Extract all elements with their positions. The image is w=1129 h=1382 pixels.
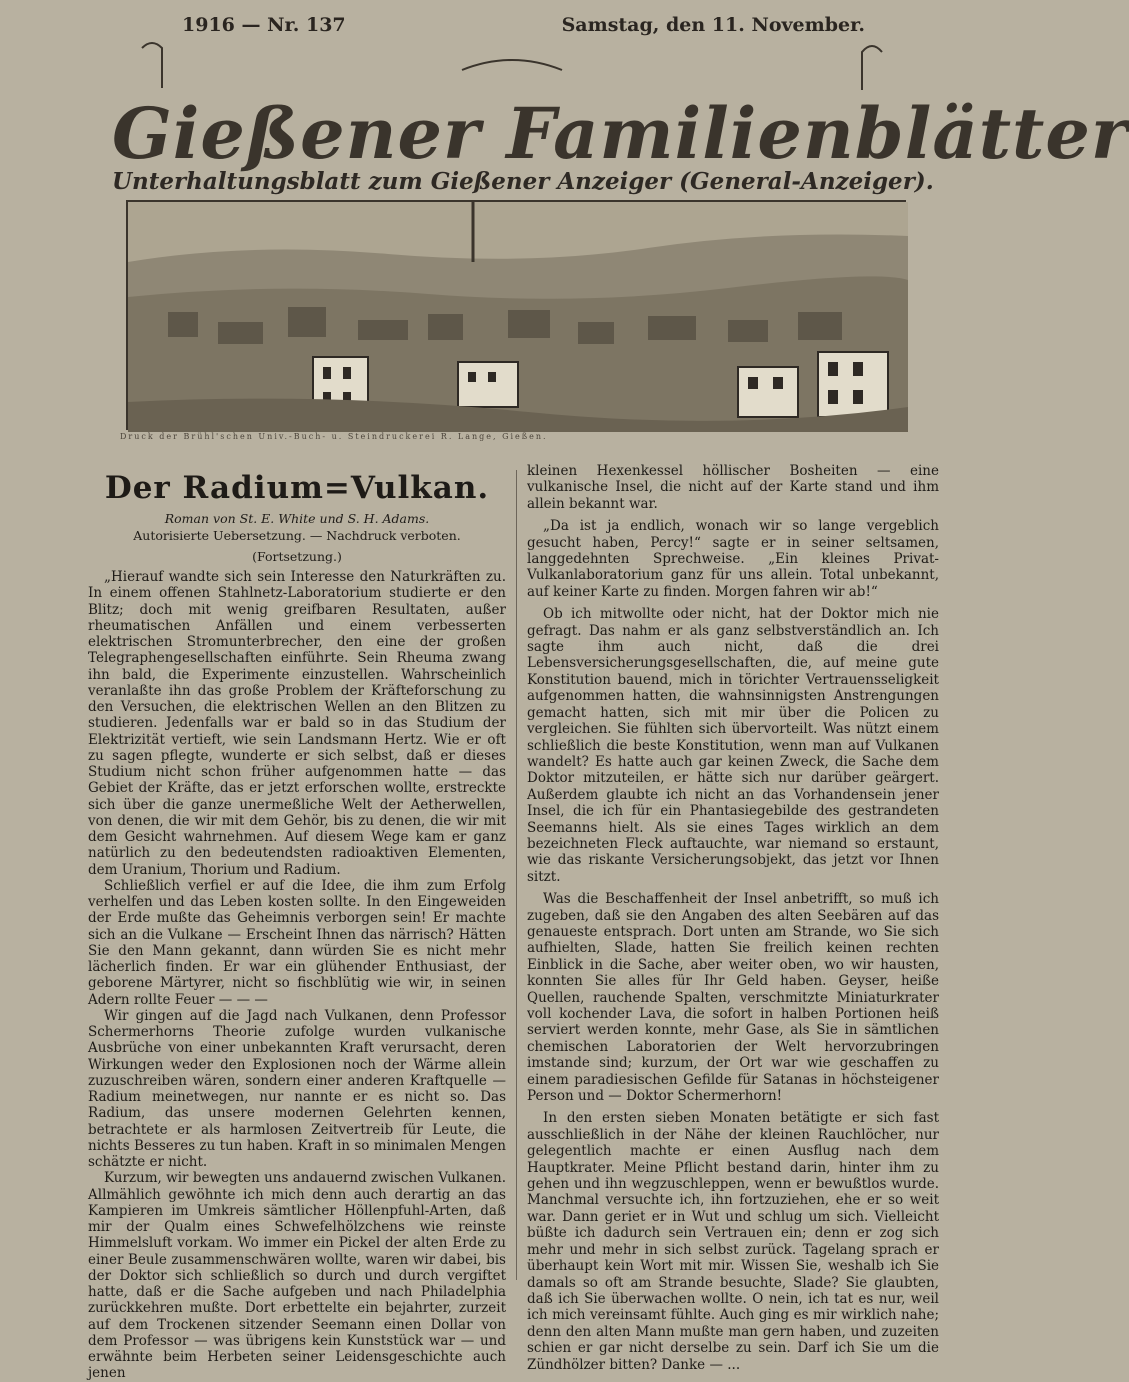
issue-date: Samstag, den 11. November. [561,14,865,36]
article-column-1 [88,470,506,1382]
article-continuation: (Fortsetzung.) [252,549,342,564]
paragraph: Schließlich verfiel er auf die Idee, die ihm zum Erfolg verhelfen und das Leben kosten sollte. In den Eingeweiden der Erde mußte das Geheimnis verborgen sein! Er machte sich an die Vulkane — Erscheint Ihnen das närrisch? Hätten Sie den Mann gekannt, dann würden Sie es nicht mehr lächerlich finden. Er war ein glühender Enthusiast, der geborene Märtyrer, nicht so fischblütig wie wir, in seinen Adern rollte Feuer — — — [88,877,506,1008]
masthead [112,40,1129,440]
article-body-column-2 [527,463,939,1373]
paragraph: kleinen Hexenkessel höllischer Bosheiten — eine vulkanische Insel, die nicht auf der Karte stand und ihm allein bekannt war. [527,463,939,512]
paragraph: Ob ich mitwollte oder nicht, hat der Doktor mich nie gefragt. Das nahm er als ganz selbstverständlich an. Ich sagte ihm auch nicht, daß die drei Lebensversicherungsgesellschaften, die, auf meine gute Konstitution bauend, mich in törichter Vertrauensseligkeit aufgenommen hatten, die wahnsinnigsten Anstrengungen gemacht hatten, sich mit mir über die Policen zu vergleichen. Sie fühlten sich übervorteilt. Was nützt einem schließlich die beste Konstitution, wenn man auf Vulkanen wandelt? Es hatte auch gar keinen Zweck, die Sache dem Doktor mitzuteilen, er hätte sich nur darüber geärgert. Außerdem glaubte ich nicht an das Vorhandensein jener Insel, die ich für ein Phantasiegebilde des gestrandeten Seemanns hielt. Als sie eines Tages wirklich an dem bezeichneten Fleck auftauchte, war niemand so erstaunt, wie das riskante Versicherungsobjekt, das jetzt vor Ihnen sitzt. [527,606,939,885]
masthead-ornament-icon [112,40,912,100]
paragraph: In den ersten sieben Monaten betätigte er sich fast ausschließlich in der Nähe der kleinen Rauchlöcher, nur gelegentlich machte er einen Ausflug nach dem Hauptkrater. Meine Pflicht bestand darin, hinter ihm zu gehen und ihn wegzuschleppen, wenn er bewußtlos wurde. Manchmal versuchte ich, ihn fortzuziehen, ehe er so weit war. Dann geriet er in Wut und schlug um sich. Vielleicht büßte ich dadurch sein Vertrauen ein; denn er zog sich mehr und mehr in sich selbst zurück. Tagelang sprach er überhaupt kein Wort mit mir. Wissen Sie, weshalb ich Sie damals so oft am Strande besuchte, Slade? Sie glaubten, daß ich Sie überwachen wollte. O nein, ich tat es nur, weil ich mich vereinsamt fühlte. Auch ging es mir wirklich nahe; denn den alten Mann mußte man gern haben, und zuzeiten schien er gar nicht derselbe zu sein. Darf ich Sie um die Zündhölzer bitten? Danke — ... [527,1110,939,1373]
article-body-column-1 [88,569,506,1382]
masthead-subtitle: Unterhaltungsblatt zum Gießener Anzeiger (General-Anzeiger). [112,168,934,195]
printer-imprint: Druck der Brühl'schen Univ.-Buch- u. Steindruckerei R. Lange, Gießen. [120,432,548,441]
paragraph: Was die Beschaffenheit der Insel anbetrifft, so muß ich zugeben, daß sie den Angaben des alten Seebären auf das genaueste entsprach. Dort unten am Strande, wo Sie sich aufhielten, Slade, hatten Sie freilich keinen rechten Einblick in die Sache, aber weiter oben, wo wir hausten, konnten Sie alles für Ihr Geld haben. Geyser, heiße Quellen, rauchende Spalten, verschmitzte Miniaturkrater voll kochender Lava, die sofort in halben Portionen heiß serviert werden konnte, mehr Gase, als Sie in sämtlichen chemischen Laboratorien der Welt hervorzubringen imstande sind; kurzum, der Ort war wie geschaffen zu einem paradiesischen Gefilde für Satanas in höchsteigener Person und — Doktor Schermerhorn! [527,891,939,1105]
article-byline: Roman von St. E. White und S. H. Adams. [164,511,430,526]
article-rights: Autorisierte Uebersetzung. — Nachdruck verboten. [133,528,461,543]
issue-number: 1916 — Nr. 137 [182,14,346,36]
article-column-2 [527,463,939,1373]
column-divider [516,470,517,1280]
paragraph: „Hierauf wandte sich sein Interesse den Naturkräften zu. In einem offenen Stahlnetz-Laboratorium studierte er den Blitz; doch mit wenig greifbaren Resultaten, außer rheumatischen Anfällen und einem verbesserten elektrischen Stromunterbrecher, den eine der großen Telegraphengesellschaften einführte. Sein Rheuma zwang ihn bald, die Experimente einzustellen. Wahrscheinlich veranlaßte ihn das große Problem der Kräfteforschung zu den Versuchen, die elektrischen Wellen an den Blitzen zu studieren. Jedenfalls war er bald so in das Studium der Elektrizität vertieft, wie sein Landsmann Hertz. Wie er oft zu sagen pflegte, wunderte er sich selbst, daß er dieses Studium nicht schon früher aufgenommen hatte — das Gebiet der Kräfte, das er jetzt erforschen wollte, erstreckte sich über die ganze unermeßliche Welt der Aetherwellen, von denen, die wir mit dem Gehör, bis zu denen, die wir mit dem Gesicht wahrnehmen. Auf diesem Wege kam er ganz natürlich zu den bedeutendsten radioaktiven Elementen, dem Uranium, Thorium und Radium. [88,569,506,878]
paragraph: Kurzum, wir bewegten uns andauernd zwischen Vulkanen. Allmählich gewöhnte ich mich denn auch derartig an das Kampieren im Umkreis sämtlicher Höllenpfuhl-Arten, daß mir der Qualm eines Schwefelhölzchens wie reinste Himmelsluft vorkam. Wo immer ein Pickel der alten Erde zu einer Beule zusammenschwären wollte, waren wir dabei, bis der Doktor sich schließlich so durch und durch vergiftet hatte, daß er die Sache aufgeben und nach Philadelphia zurückkehren mußte. Dort erbettelte ein bejahrter, zurzeit auf dem Trockenen sitzender Seemann einen Dollar von dem Professor — was übrigens kein Kunststück war — und erwähnte beim Herbeten seiner Leidensgeschichte auch jenen [88,1170,506,1382]
article-title: Der Radium=Vulkan. [104,470,490,506]
city-panorama-illustration [126,200,906,430]
paragraph: Wir gingen auf die Jagd nach Vulkanen, denn Professor Schermerhorns Theorie zufolge wurden vulkanische Ausbrüche von einer unbekannten Kraft verursacht, deren Wirkungen weder den Explosionen noch der Wärme allein zuzuschreiben wären, sondern einer anderen Kraftquelle — Radium meinetwegen, nur nannte er es nicht so. Das Radium, das unsere modernen Gelehrten kennen, betrachtete er als harmlosen Zeitvertreib für Leute, die nichts Besseres zu tun haben. Kraft in so minimalen Mengen schätzte er nicht. [88,1007,506,1170]
masthead-title: Gießener Familienblätter [112,92,1129,175]
paragraph: „Da ist ja endlich, wonach wir so lange vergeblich gesucht haben, Percy!“ sagte er in seiner seltsamen, langgedehnten Sprechweise. „Ein kleines Privat-Vulkanlaboratorium ganz für uns allein. Total unbekannt, auf keiner Karte zu finden. Morgen fahren wir ab!“ [527,518,939,600]
